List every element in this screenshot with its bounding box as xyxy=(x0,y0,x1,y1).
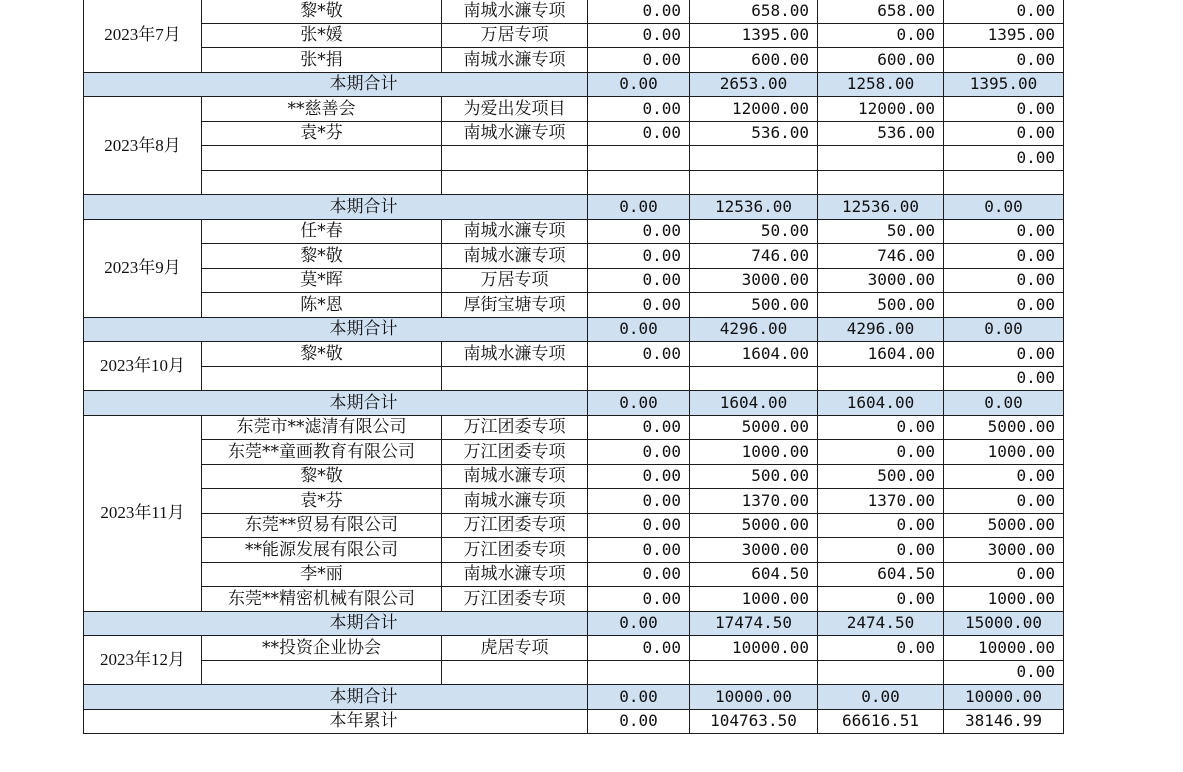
amount-cell-v2 xyxy=(690,170,818,195)
donor-cell: 陈*恩 xyxy=(202,293,442,318)
subtotal-v1: 0.00 xyxy=(588,611,690,636)
amount-cell-v3: 0.00 xyxy=(818,538,944,563)
month-cell: 2023年11月 xyxy=(84,415,202,611)
subtotal-v2: 12536.00 xyxy=(690,195,818,220)
amount-cell-v2: 746.00 xyxy=(690,244,818,269)
amount-cell-v1: 0.00 xyxy=(588,440,690,465)
project-cell: 南城水濂专项 xyxy=(442,219,588,244)
amount-cell-v4: 0.00 xyxy=(944,244,1064,269)
amount-cell-v4: 0.00 xyxy=(944,48,1064,73)
amount-cell-v2: 12000.00 xyxy=(690,97,818,122)
table-row xyxy=(84,219,1064,244)
donor-cell: 东莞**贸易有限公司 xyxy=(202,513,442,538)
amount-cell-v4: 0.00 xyxy=(944,268,1064,293)
amount-cell-v2: 658.00 xyxy=(690,0,818,23)
amount-cell-v1 xyxy=(588,146,690,171)
month-cell: 2023年7月 xyxy=(84,0,202,72)
table-row xyxy=(84,97,1064,122)
amount-cell-v4: 0.00 xyxy=(944,366,1064,391)
amount-cell-v2: 3000.00 xyxy=(690,538,818,563)
amount-cell-v3: 600.00 xyxy=(818,48,944,73)
annual-total-v1: 0.00 xyxy=(588,709,690,734)
donor-cell: 袁*芬 xyxy=(202,121,442,146)
amount-cell-v3: 536.00 xyxy=(818,121,944,146)
month-cell: 2023年9月 xyxy=(84,219,202,317)
amount-cell-v1: 0.00 xyxy=(588,48,690,73)
subtotal-label: 本期合计 xyxy=(84,391,588,416)
amount-cell-v1: 0.00 xyxy=(588,97,690,122)
amount-cell-v3: 0.00 xyxy=(818,440,944,465)
subtotal-label: 本期合计 xyxy=(84,685,588,710)
amount-cell-v1: 0.00 xyxy=(588,268,690,293)
amount-cell-v1: 0.00 xyxy=(588,538,690,563)
ledger-body xyxy=(84,0,1064,734)
amount-cell-v1: 0.00 xyxy=(588,513,690,538)
amount-cell-v3: 500.00 xyxy=(818,464,944,489)
donor-cell: 黎*敬 xyxy=(202,244,442,269)
amount-cell-v4: 0.00 xyxy=(944,219,1064,244)
donor-cell: **能源发展有限公司 xyxy=(202,538,442,563)
subtotal-row xyxy=(84,611,1064,636)
donor-cell: 东莞**童画教育有限公司 xyxy=(202,440,442,465)
subtotal-v4: 0.00 xyxy=(944,317,1064,342)
project-cell: 万江团委专项 xyxy=(442,587,588,612)
amount-cell-v2 xyxy=(690,660,818,685)
amount-cell-v2: 604.50 xyxy=(690,562,818,587)
amount-cell-v2: 50.00 xyxy=(690,219,818,244)
table-row xyxy=(84,489,1064,514)
amount-cell-v3: 1370.00 xyxy=(818,489,944,514)
table-row xyxy=(84,244,1064,269)
amount-cell-v4 xyxy=(944,170,1064,195)
subtotal-v1: 0.00 xyxy=(588,685,690,710)
amount-cell-v1: 0.00 xyxy=(588,415,690,440)
annual-total-v2: 104763.50 xyxy=(690,709,818,734)
amount-cell-v1: 0.00 xyxy=(588,23,690,48)
donor-cell xyxy=(202,366,442,391)
amount-cell-v1: 0.00 xyxy=(588,121,690,146)
donor-cell: 黎*敬 xyxy=(202,0,442,23)
amount-cell-v3 xyxy=(818,146,944,171)
amount-cell-v1: 0.00 xyxy=(588,0,690,23)
project-cell: 万江团委专项 xyxy=(442,538,588,563)
amount-cell-v3: 0.00 xyxy=(818,636,944,661)
project-cell xyxy=(442,366,588,391)
subtotal-v1: 0.00 xyxy=(588,317,690,342)
donation-ledger-table xyxy=(83,0,1064,734)
subtotal-row xyxy=(84,317,1064,342)
donor-cell: 张*捐 xyxy=(202,48,442,73)
amount-cell-v3: 500.00 xyxy=(818,293,944,318)
donor-cell: 莫*晖 xyxy=(202,268,442,293)
amount-cell-v4: 5000.00 xyxy=(944,513,1064,538)
project-cell: 南城水濂专项 xyxy=(442,464,588,489)
subtotal-v3: 4296.00 xyxy=(818,317,944,342)
amount-cell-v2: 500.00 xyxy=(690,293,818,318)
amount-cell-v1: 0.00 xyxy=(588,244,690,269)
table-row xyxy=(84,48,1064,73)
subtotal-v3: 1258.00 xyxy=(818,72,944,97)
subtotal-v2: 4296.00 xyxy=(690,317,818,342)
project-cell: 南城水濂专项 xyxy=(442,244,588,269)
donor-cell: 李*丽 xyxy=(202,562,442,587)
table-row xyxy=(84,342,1064,367)
amount-cell-v4: 0.00 xyxy=(944,660,1064,685)
subtotal-label: 本期合计 xyxy=(84,317,588,342)
donor-cell: 东莞**精密机械有限公司 xyxy=(202,587,442,612)
amount-cell-v4: 0.00 xyxy=(944,97,1064,122)
amount-cell-v3: 604.50 xyxy=(818,562,944,587)
project-cell: 为爱出发项目 xyxy=(442,97,588,122)
annual-total-row xyxy=(84,709,1064,734)
project-cell: 万居专项 xyxy=(442,268,588,293)
amount-cell-v3: 0.00 xyxy=(818,587,944,612)
amount-cell-v1: 0.00 xyxy=(588,464,690,489)
subtotal-v3: 1604.00 xyxy=(818,391,944,416)
amount-cell-v4: 0.00 xyxy=(944,342,1064,367)
table-row xyxy=(84,587,1064,612)
project-cell: 南城水濂专项 xyxy=(442,121,588,146)
donor-cell: 任*春 xyxy=(202,219,442,244)
amount-cell-v4: 0.00 xyxy=(944,121,1064,146)
subtotal-v1: 0.00 xyxy=(588,391,690,416)
subtotal-v1: 0.00 xyxy=(588,72,690,97)
table-row xyxy=(84,293,1064,318)
subtotal-v2: 17474.50 xyxy=(690,611,818,636)
subtotal-v2: 10000.00 xyxy=(690,685,818,710)
amount-cell-v2 xyxy=(690,366,818,391)
project-cell: 南城水濂专项 xyxy=(442,342,588,367)
amount-cell-v1: 0.00 xyxy=(588,587,690,612)
table-row xyxy=(84,464,1064,489)
subtotal-v4: 10000.00 xyxy=(944,685,1064,710)
amount-cell-v4: 5000.00 xyxy=(944,415,1064,440)
amount-cell-v1: 0.00 xyxy=(588,489,690,514)
amount-cell-v1: 0.00 xyxy=(588,636,690,661)
project-cell: 虎居专项 xyxy=(442,636,588,661)
project-cell: 万江团委专项 xyxy=(442,513,588,538)
annual-total-label: 本年累计 xyxy=(84,709,588,734)
table-row xyxy=(84,170,1064,195)
table-row xyxy=(84,0,1064,23)
amount-cell-v1 xyxy=(588,366,690,391)
amount-cell-v4: 0.00 xyxy=(944,562,1064,587)
project-cell: 南城水濂专项 xyxy=(442,0,588,23)
amount-cell-v2: 10000.00 xyxy=(690,636,818,661)
amount-cell-v3 xyxy=(818,660,944,685)
amount-cell-v3: 1604.00 xyxy=(818,342,944,367)
amount-cell-v2: 600.00 xyxy=(690,48,818,73)
amount-cell-v2 xyxy=(690,146,818,171)
amount-cell-v1: 0.00 xyxy=(588,219,690,244)
amount-cell-v2: 5000.00 xyxy=(690,513,818,538)
amount-cell-v2: 1000.00 xyxy=(690,587,818,612)
amount-cell-v2: 5000.00 xyxy=(690,415,818,440)
table-row xyxy=(84,636,1064,661)
amount-cell-v4: 0.00 xyxy=(944,0,1064,23)
donor-cell: **慈善会 xyxy=(202,97,442,122)
annual-total-v4: 38146.99 xyxy=(944,709,1064,734)
amount-cell-v2: 1604.00 xyxy=(690,342,818,367)
donor-cell: 黎*敬 xyxy=(202,464,442,489)
donor-cell xyxy=(202,660,442,685)
amount-cell-v4: 1000.00 xyxy=(944,440,1064,465)
amount-cell-v3: 12000.00 xyxy=(818,97,944,122)
project-cell: 南城水濂专项 xyxy=(442,562,588,587)
table-row xyxy=(84,121,1064,146)
donor-cell: **投资企业协会 xyxy=(202,636,442,661)
table-row xyxy=(84,562,1064,587)
subtotal-v4: 1395.00 xyxy=(944,72,1064,97)
donor-cell: 东莞市**滤清有限公司 xyxy=(202,415,442,440)
donor-cell: 黎*敬 xyxy=(202,342,442,367)
subtotal-label: 本期合计 xyxy=(84,72,588,97)
subtotal-v2: 1604.00 xyxy=(690,391,818,416)
annual-total-v3: 66616.51 xyxy=(818,709,944,734)
amount-cell-v1: 0.00 xyxy=(588,342,690,367)
project-cell: 万江团委专项 xyxy=(442,415,588,440)
donor-cell xyxy=(202,146,442,171)
amount-cell-v1: 0.00 xyxy=(588,562,690,587)
amount-cell-v3 xyxy=(818,366,944,391)
subtotal-row xyxy=(84,685,1064,710)
subtotal-label: 本期合计 xyxy=(84,195,588,220)
amount-cell-v1: 0.00 xyxy=(588,293,690,318)
amount-cell-v4: 10000.00 xyxy=(944,636,1064,661)
project-cell: 万居专项 xyxy=(442,23,588,48)
table-row xyxy=(84,366,1064,391)
subtotal-v4: 0.00 xyxy=(944,391,1064,416)
table-row xyxy=(84,23,1064,48)
amount-cell-v3: 0.00 xyxy=(818,415,944,440)
table-row xyxy=(84,146,1064,171)
subtotal-row xyxy=(84,72,1064,97)
amount-cell-v4: 0.00 xyxy=(944,293,1064,318)
amount-cell-v4: 1000.00 xyxy=(944,587,1064,612)
amount-cell-v4: 0.00 xyxy=(944,464,1064,489)
subtotal-v4: 0.00 xyxy=(944,195,1064,220)
amount-cell-v3 xyxy=(818,170,944,195)
subtotal-row xyxy=(84,391,1064,416)
amount-cell-v3: 746.00 xyxy=(818,244,944,269)
project-cell xyxy=(442,660,588,685)
donor-cell: 袁*芬 xyxy=(202,489,442,514)
amount-cell-v4: 1395.00 xyxy=(944,23,1064,48)
donor-cell xyxy=(202,170,442,195)
table-row xyxy=(84,538,1064,563)
amount-cell-v2: 1370.00 xyxy=(690,489,818,514)
amount-cell-v4: 0.00 xyxy=(944,489,1064,514)
amount-cell-v3: 3000.00 xyxy=(818,268,944,293)
amount-cell-v2: 1000.00 xyxy=(690,440,818,465)
month-cell: 2023年10月 xyxy=(84,342,202,391)
subtotal-v1: 0.00 xyxy=(588,195,690,220)
project-cell: 南城水濂专项 xyxy=(442,489,588,514)
table-row xyxy=(84,513,1064,538)
amount-cell-v3: 0.00 xyxy=(818,513,944,538)
project-cell: 万江团委专项 xyxy=(442,440,588,465)
amount-cell-v4: 3000.00 xyxy=(944,538,1064,563)
table-row xyxy=(84,415,1064,440)
project-cell: 南城水濂专项 xyxy=(442,48,588,73)
amount-cell-v4: 0.00 xyxy=(944,146,1064,171)
amount-cell-v3: 658.00 xyxy=(818,0,944,23)
subtotal-v3: 0.00 xyxy=(818,685,944,710)
donor-cell: 张*媛 xyxy=(202,23,442,48)
subtotal-v2: 2653.00 xyxy=(690,72,818,97)
subtotal-row xyxy=(84,195,1064,220)
table-row xyxy=(84,660,1064,685)
project-cell xyxy=(442,170,588,195)
amount-cell-v3: 50.00 xyxy=(818,219,944,244)
subtotal-v3: 2474.50 xyxy=(818,611,944,636)
amount-cell-v1 xyxy=(588,170,690,195)
amount-cell-v2: 1395.00 xyxy=(690,23,818,48)
month-cell: 2023年12月 xyxy=(84,636,202,685)
amount-cell-v2: 500.00 xyxy=(690,464,818,489)
subtotal-v4: 15000.00 xyxy=(944,611,1064,636)
month-cell: 2023年8月 xyxy=(84,97,202,195)
amount-cell-v1 xyxy=(588,660,690,685)
project-cell xyxy=(442,146,588,171)
amount-cell-v3: 0.00 xyxy=(818,23,944,48)
table-row xyxy=(84,440,1064,465)
project-cell: 厚街宝塘专项 xyxy=(442,293,588,318)
amount-cell-v2: 536.00 xyxy=(690,121,818,146)
amount-cell-v2: 3000.00 xyxy=(690,268,818,293)
subtotal-v3: 12536.00 xyxy=(818,195,944,220)
table-row xyxy=(84,268,1064,293)
subtotal-label: 本期合计 xyxy=(84,611,588,636)
